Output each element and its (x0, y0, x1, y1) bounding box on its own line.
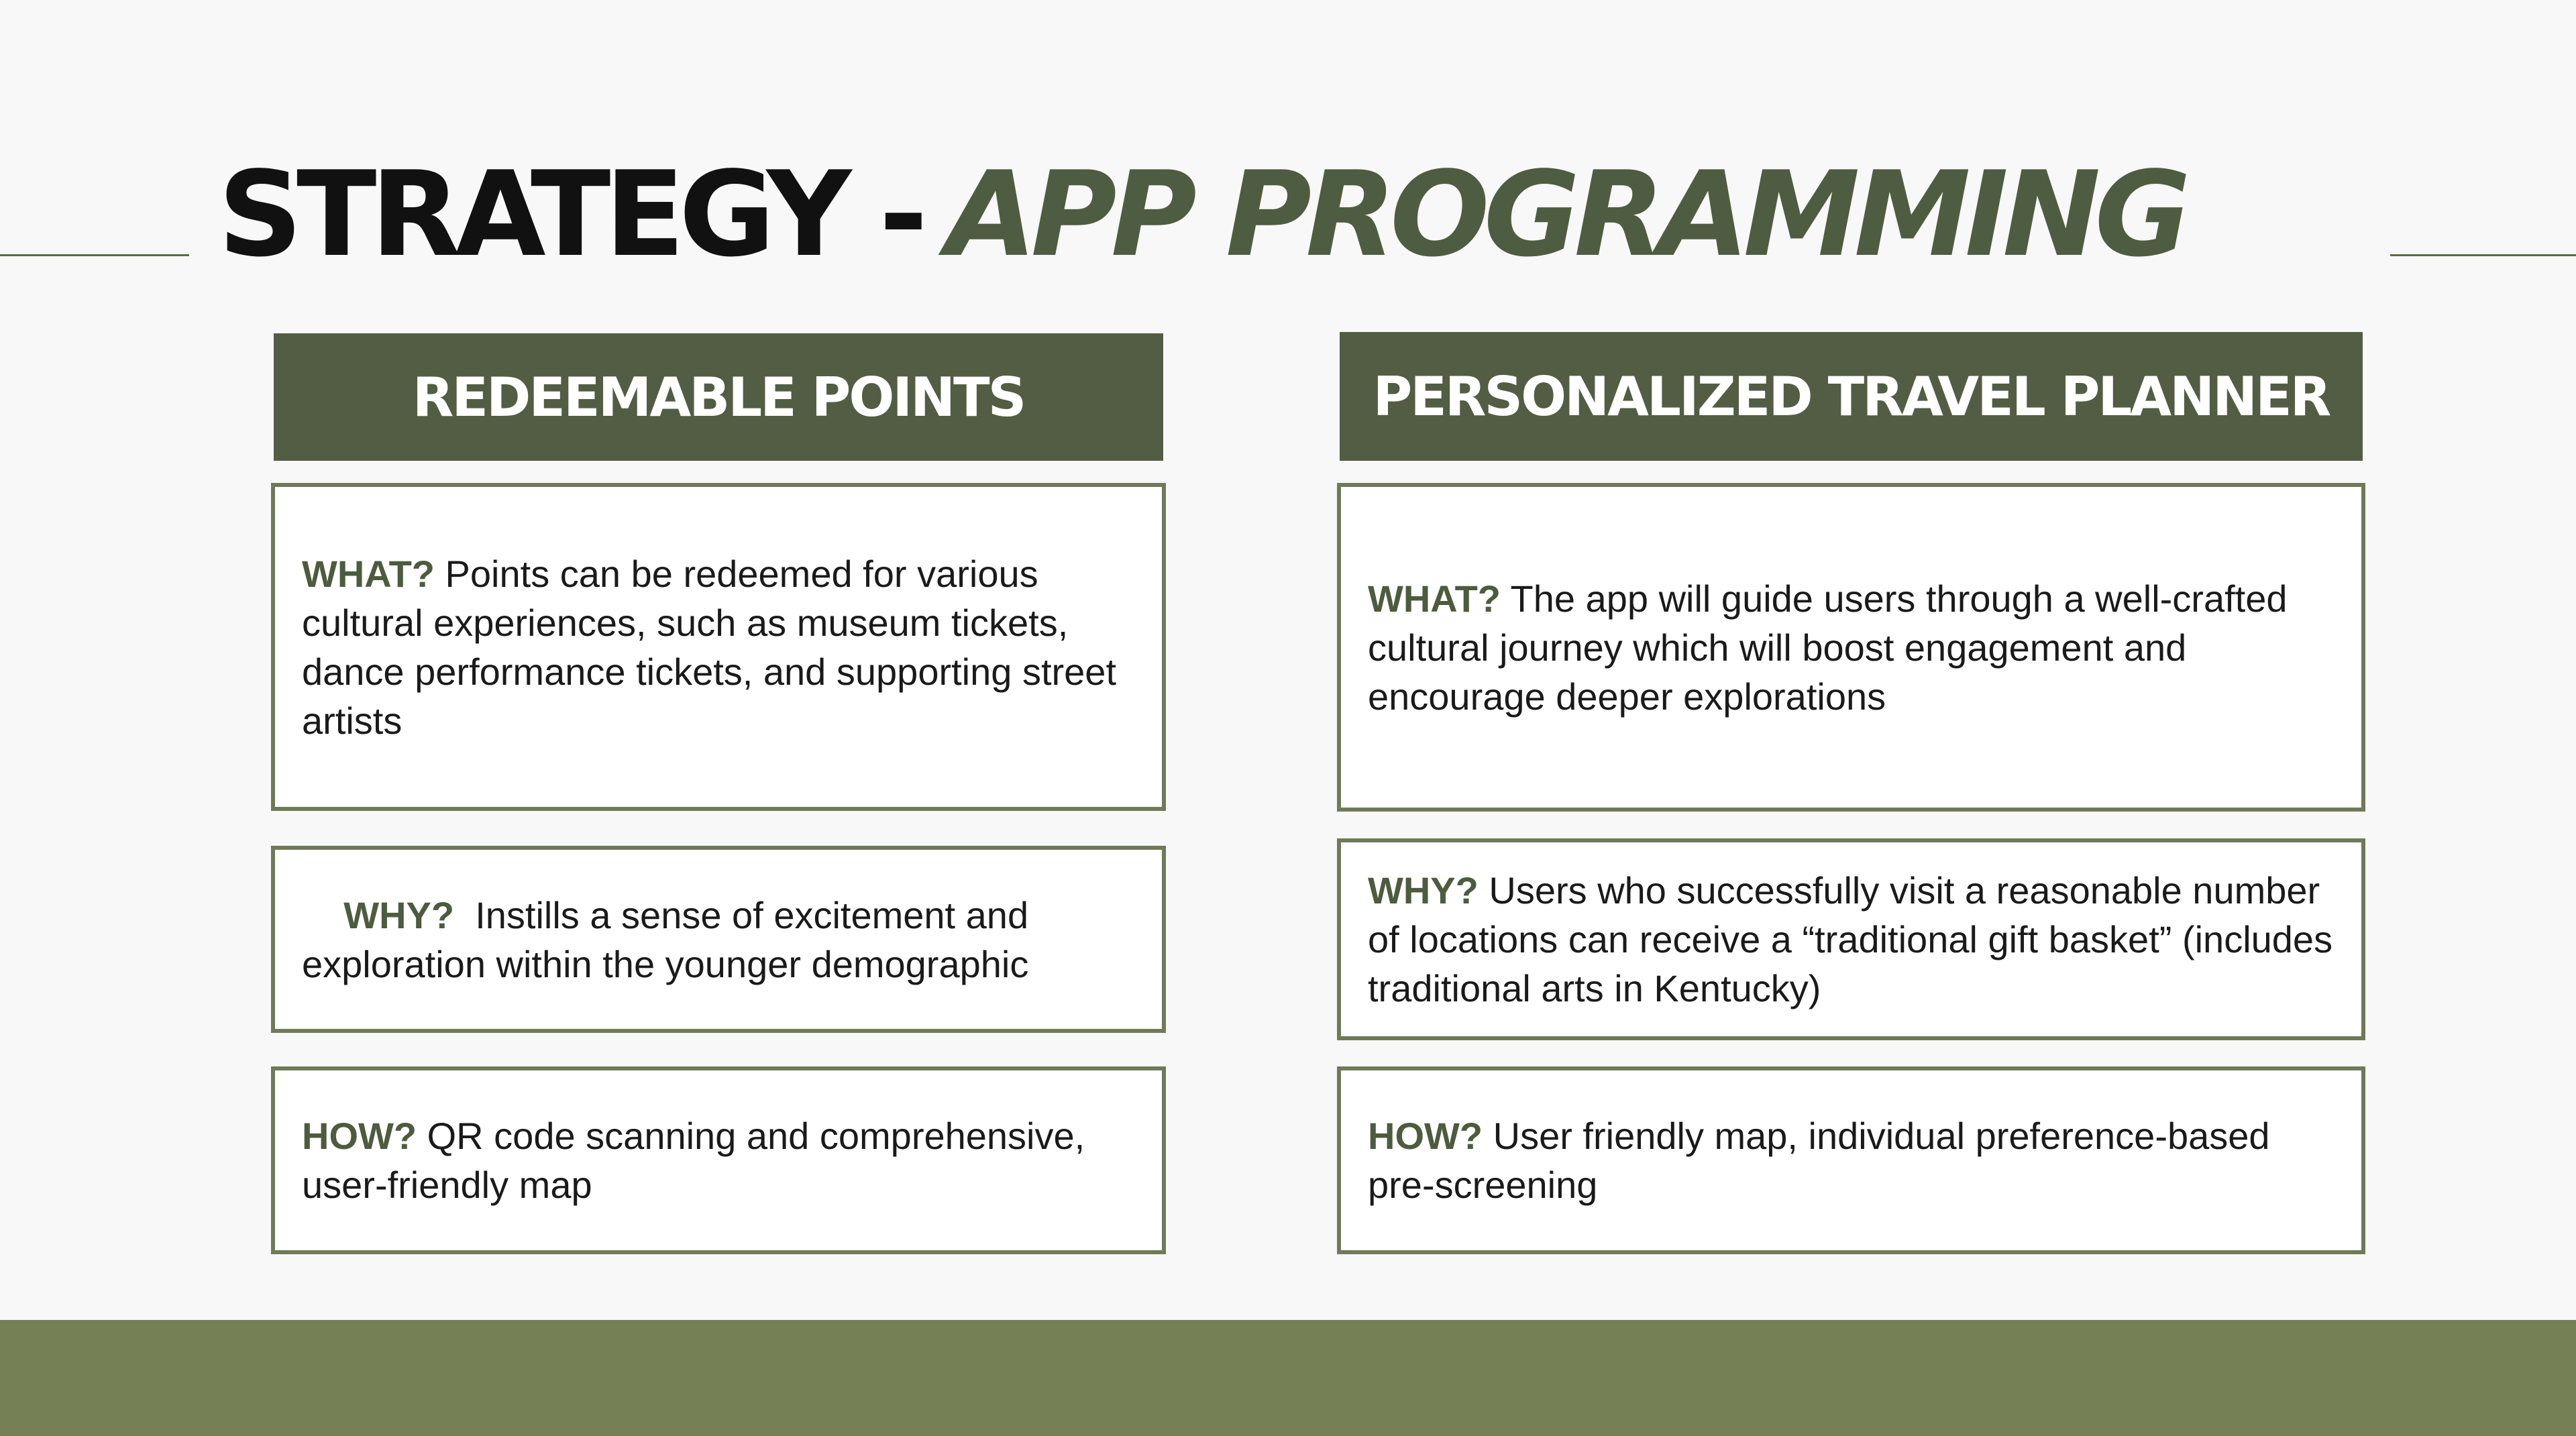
column-header-label: REDEEMABLE POINTS (412, 366, 1025, 429)
card-text (302, 842, 1135, 1038)
card-planner-how (1337, 1066, 2365, 1254)
how-label: HOW? (1368, 1115, 1483, 1157)
title-rule-left (0, 254, 189, 256)
card-text (302, 1111, 1135, 1209)
why-label: WHY? (343, 893, 455, 936)
title-dash: - (879, 146, 922, 283)
card-text (302, 549, 1135, 745)
card-planner-why (1337, 838, 2365, 1040)
what-label: WHAT? (302, 552, 435, 595)
how-text: User friendly map, individual preference-based pre-screening (1368, 1115, 2270, 1206)
card-redeemable-how (271, 1066, 1166, 1254)
why-text: Users who successfully visit a reasonable number of locations can receive a “traditional gift basket” (includes traditional arts in Kentucky) (1368, 869, 2333, 1009)
how-text: QR code scanning and comprehensive, user-friendly map (302, 1115, 1085, 1206)
title-accent: APP PROGRAMMING (946, 146, 2186, 283)
card-text (1368, 574, 2334, 721)
title-rule-right (2390, 254, 2576, 256)
what-label: WHAT? (1368, 577, 1501, 620)
card-text (1368, 866, 2334, 1013)
what-text: The app will guide users through a well-crafted cultural journey which will boost engagement and encourage deeper explorations (1368, 577, 2288, 718)
header-redeemable-points (274, 333, 1163, 461)
how-label: HOW? (302, 1115, 417, 1157)
card-planner-what (1337, 483, 2365, 812)
card-redeemable-why (271, 846, 1166, 1033)
header-personalized-travel-planner (1340, 332, 2363, 461)
slide-title (218, 141, 2185, 288)
title-main: STRATEGY (218, 146, 846, 283)
footer-bar (0, 1320, 2576, 1436)
card-redeemable-what (271, 483, 1166, 811)
column-header-label: PERSONALIZED TRAVEL PLANNER (1373, 365, 2330, 428)
card-text (1368, 1111, 2334, 1209)
what-text: Points can be redeemed for various cultural experiences, such as museum tickets, dance performance tickets, and supporting street artists (302, 552, 1117, 742)
why-text: Instills a sense of excitement and exploration within the younger demographic (302, 893, 1039, 985)
why-label: WHY? (1368, 869, 1479, 912)
